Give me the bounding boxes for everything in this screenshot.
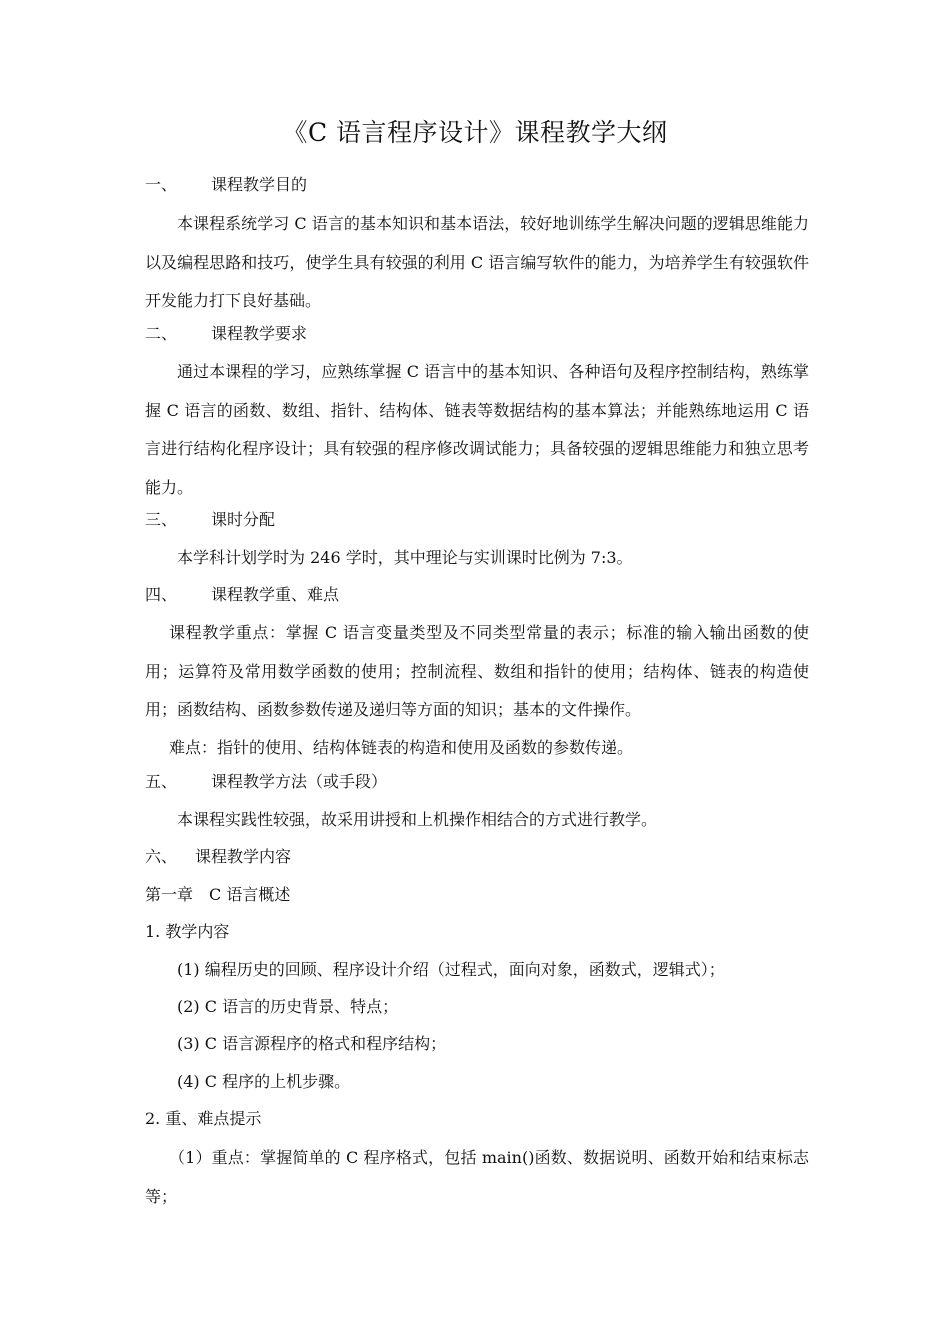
document-title: 《C 语言程序设计》课程教学大纲: [282, 118, 668, 147]
key-points-heading: 2. 重、难点提示: [145, 1109, 262, 1128]
content-list-item: (1) 编程历史的回顾、程序设计介绍（过程式，面向对象，函数式，逻辑式）；: [177, 960, 725, 979]
content-list-item: (2) C 语言的历史背景、特点；: [177, 997, 399, 1016]
section-number: 五、: [145, 772, 178, 791]
paragraph-difficulties: 难点：指针的使用、结构体链表的构造和使用及函数的参数传递。: [169, 738, 634, 757]
section-title: 课程教学内容: [195, 847, 292, 866]
section-heading-content: [145, 846, 291, 868]
section-heading-hours: [145, 509, 275, 531]
paragraph-key-points: 课程教学重点：掌握 C 语言变量类型及不同类型常量的表示；标准的输入输出函数的使用；运算符及常用数学函数的使用；控制流程、数组和指针的使用；结构体、链表的构造使用；函数结构、函数参数传递及递归等方面的知识；基本的文件操作。: [145, 623, 809, 719]
paragraph-hours: 本学科计划学时为 246 学时，其中理论与实训课时比例为 7:3。: [177, 548, 633, 567]
section-title: 课程教学方法（或手段）: [211, 772, 388, 791]
section-heading-key-points: [145, 584, 339, 606]
section-title: 课程教学要求: [211, 324, 308, 343]
section-title: 课程教学重、难点: [211, 585, 340, 604]
content-heading: 1. 教学内容: [145, 922, 230, 941]
content-list-item: (4) C 程序的上机步骤。: [177, 1072, 351, 1091]
section-number: 六、: [145, 847, 178, 866]
section-heading-methods: [145, 771, 387, 793]
content-list-item: (3) C 语言源程序的格式和程序结构；: [177, 1034, 447, 1053]
section-number: 一、: [145, 175, 178, 194]
section-heading-purpose: [145, 174, 307, 196]
paragraph-requirements: 通过本课程的学习，应熟练掌握 C 语言中的基本知识、各种语句及程序控制结构，熟练掌握 C 语言的函数、数组、指针、结构体、链表等数据结构的基本算法；并能熟练地运用 C 语言进行结构化程序设计；具有较强的程序修改调试能力；具备较强的逻辑思维能力和独立思考能力。: [145, 362, 809, 497]
section-number: 二、: [145, 324, 178, 343]
chapter-title: 第一章 C 语言概述: [145, 885, 291, 904]
paragraph-chapter-key-points: （1）重点：掌握简单的 C 程序格式，包括 main()函数、数据说明、函数开始和结束标志等；: [145, 1148, 809, 1206]
section-title: 课程教学目的: [211, 175, 308, 194]
paragraph-purpose: 本课程系统学习 C 语言的基本知识和基本语法，较好地训练学生解决问题的逻辑思维能力以及编程思路和技巧，使学生具有较强的利用 C 语言编写软件的能力，为培养学生有较强软件开发能力打下良好基础。: [145, 214, 809, 310]
section-number: 三、: [145, 510, 178, 529]
section-number: 四、: [145, 585, 178, 604]
paragraph-methods: 本课程实践性较强，故采用讲授和上机操作相结合的方式进行教学。: [177, 810, 658, 829]
section-heading-requirements: [145, 323, 307, 345]
section-title: 课时分配: [211, 510, 276, 529]
